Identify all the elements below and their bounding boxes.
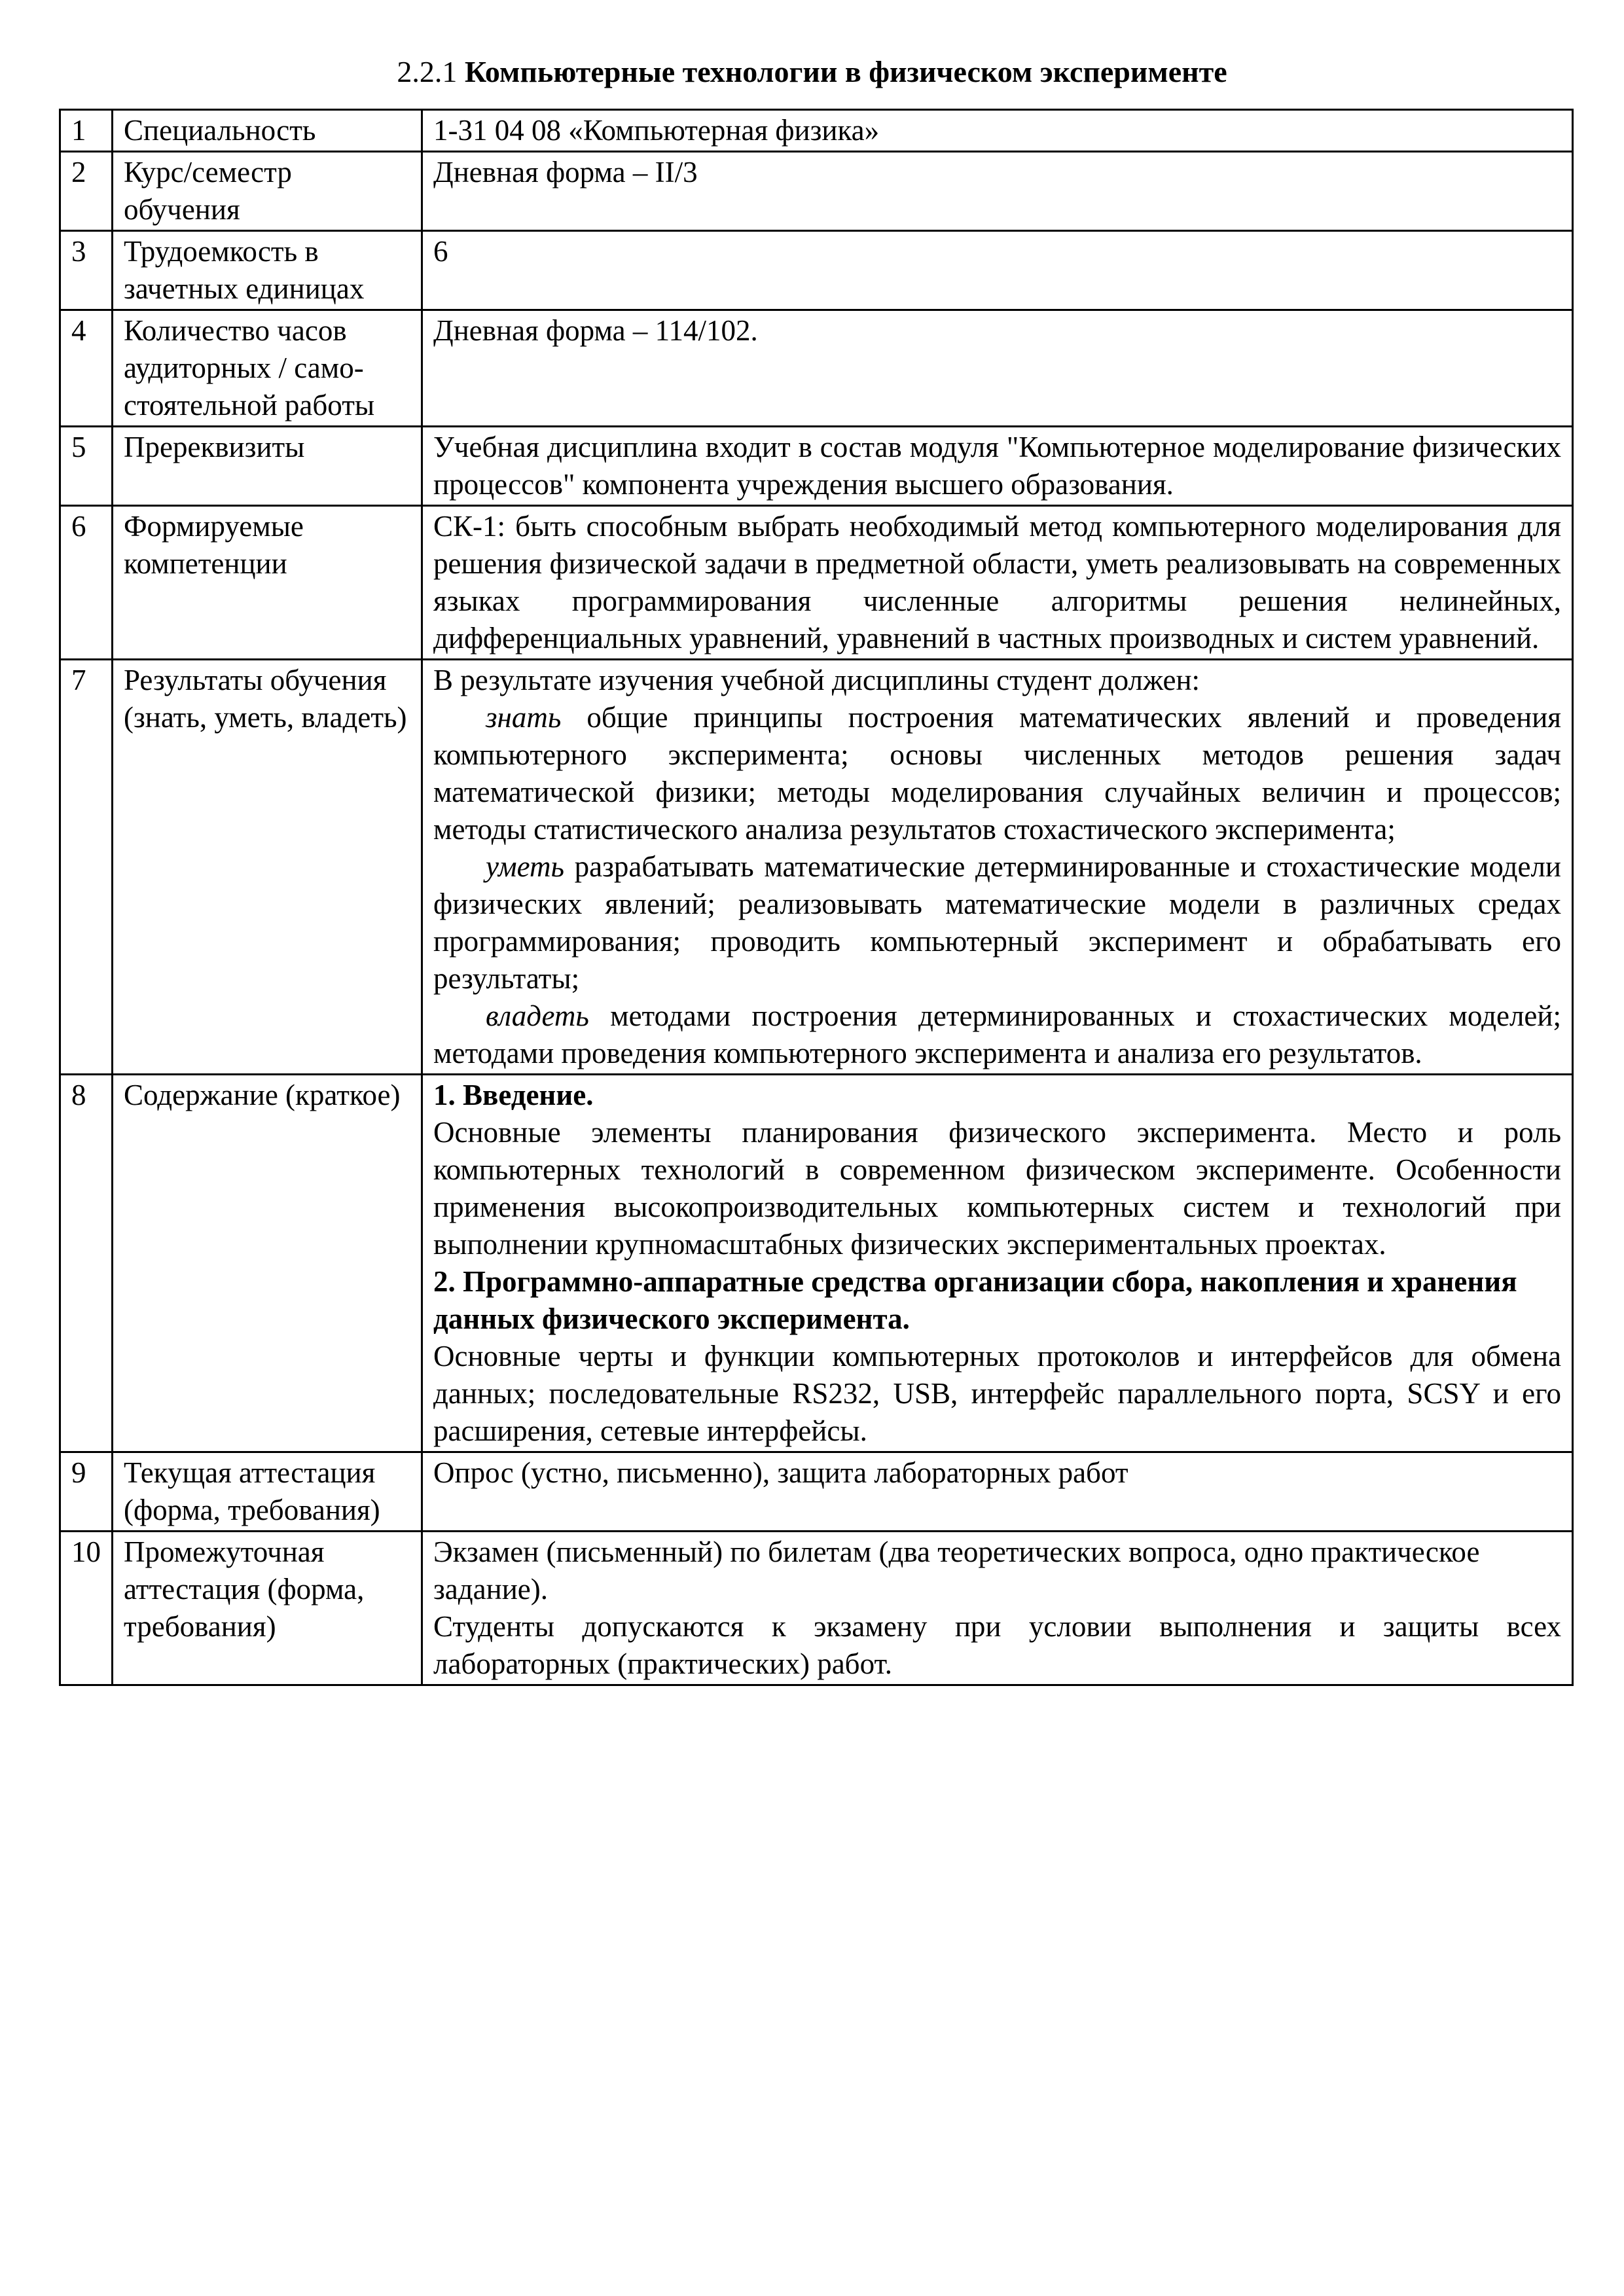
row-number: 3 — [60, 231, 113, 310]
table-row — [60, 1452, 1573, 1532]
page-title — [0, 54, 1624, 90]
row-content: 6 — [422, 231, 1573, 310]
row-label: Пререквизиты — [113, 427, 422, 506]
table-row — [60, 152, 1573, 231]
row-content: Дневная форма – II/3 — [422, 152, 1573, 231]
section-number: 2.2.1 — [397, 55, 458, 88]
own-text: методами построения детерминированных и стохастических моделей; методами проведения компьютерного эксперимента и анализа его результатов. — [433, 999, 1561, 1069]
row-label: Количество часов аудиторных / само-стоятельной работы — [113, 310, 422, 427]
outcome-can — [433, 848, 1561, 997]
table-row — [60, 660, 1573, 1075]
section-2-title: 2. Программно-аппаратные средства организации сбора, накопления и хранения данных физического эксперимента. — [433, 1265, 1517, 1335]
row-number: 10 — [60, 1532, 113, 1685]
section-2-text: Основные черты и функции компьютерных протоколов и интерфейсов для обмена данных; последовательные RS232, USB, интерфейс параллельного порта, SCSY и его расширения, сетевые интерфейсы. — [433, 1340, 1561, 1447]
table-row — [60, 231, 1573, 310]
table-row — [60, 506, 1573, 660]
outcomes-intro: В результате изучения учебной дисциплины студент должен: — [433, 664, 1200, 696]
row-content: СК-1: быть способным выбрать необходимый метод компьютерного моделирования для решения физической задачи в предметной области, уметь реализовывать на современных языках программирования численные алгоритмы решения нелинейных, дифференциальных уравнений, уравнений в частных производных и систем уравнений. — [422, 506, 1573, 660]
row-label: Курс/семестр обучения — [113, 152, 422, 231]
table-row — [60, 427, 1573, 506]
table-row — [60, 1075, 1573, 1452]
row-label: Текущая аттестация (форма, требования) — [113, 1452, 422, 1532]
row-number: 7 — [60, 660, 113, 1075]
section-1-title: 1. Введение. — [433, 1079, 594, 1111]
row-content — [422, 1532, 1573, 1685]
row-label: Трудоемкость в зачетных единицах — [113, 231, 422, 310]
row-number: 4 — [60, 310, 113, 427]
row-number: 1 — [60, 110, 113, 152]
know-term: знать — [486, 701, 562, 734]
outcome-own — [433, 997, 1561, 1072]
discipline-table — [59, 109, 1574, 1686]
table-row — [60, 310, 1573, 427]
own-term: владеть — [486, 999, 589, 1032]
row-content: Дневная форма – 114/102. — [422, 310, 1573, 427]
table-row — [60, 1532, 1573, 1685]
row-number: 6 — [60, 506, 113, 660]
know-text: общие принципы построения математических явлений и проведения компьютерного эксперимента; основы численных методов решения задач математической физики; методы моделирования случайных величин и процессов; методы статистического анализа результатов стохастического эксперимента; — [433, 701, 1561, 846]
exam-text: Экзамен (письменный) по билетам (два теоретических вопроса, одно практическое задание). — [433, 1535, 1480, 1605]
can-term: уметь — [486, 850, 564, 883]
row-number: 5 — [60, 427, 113, 506]
section-title: Компьютерные технологии в физическом эксперименте — [464, 55, 1227, 88]
section-1-text: Основные элементы планирования физического эксперимента. Место и роль компьютерных технологий в современном физическом эксперименте. Особенности применения высокопроизводительных компьютерных систем и технологий при выполнении крупномасштабных физических экспериментальных проектах. — [433, 1116, 1561, 1261]
row-label: Промежуточная аттестация (форма, требования) — [113, 1532, 422, 1685]
row-content: Опрос (устно, письменно), защита лабораторных работ — [422, 1452, 1573, 1532]
row-content — [422, 660, 1573, 1075]
row-content: 1-31 04 08 «Компьютерная физика» — [422, 110, 1573, 152]
row-label: Содержание (краткое) — [113, 1075, 422, 1452]
admission-text: Студенты допускаются к экзамену при условии выполнения и защиты всех лабораторных (практических) работ. — [433, 1610, 1561, 1680]
row-number: 8 — [60, 1075, 113, 1452]
row-label: Специальность — [113, 110, 422, 152]
row-number: 2 — [60, 152, 113, 231]
row-label: Формируемые компетенции — [113, 506, 422, 660]
row-content — [422, 1075, 1573, 1452]
row-number: 9 — [60, 1452, 113, 1532]
can-text: разрабатывать математические детерминированные и стохастические модели физических явлений; реализовывать математические модели в различных средах программирования; проводить компьютерный эксперимент и обрабатывать его результаты; — [433, 850, 1561, 995]
outcome-know — [433, 699, 1561, 848]
row-content: Учебная дисциплина входит в состав модуля "Компьютерное моделирование физических процессов" компонента учреждения высшего образования. — [422, 427, 1573, 506]
table-row — [60, 110, 1573, 152]
row-label: Результаты обучения (знать, уметь, владеть) — [113, 660, 422, 1075]
